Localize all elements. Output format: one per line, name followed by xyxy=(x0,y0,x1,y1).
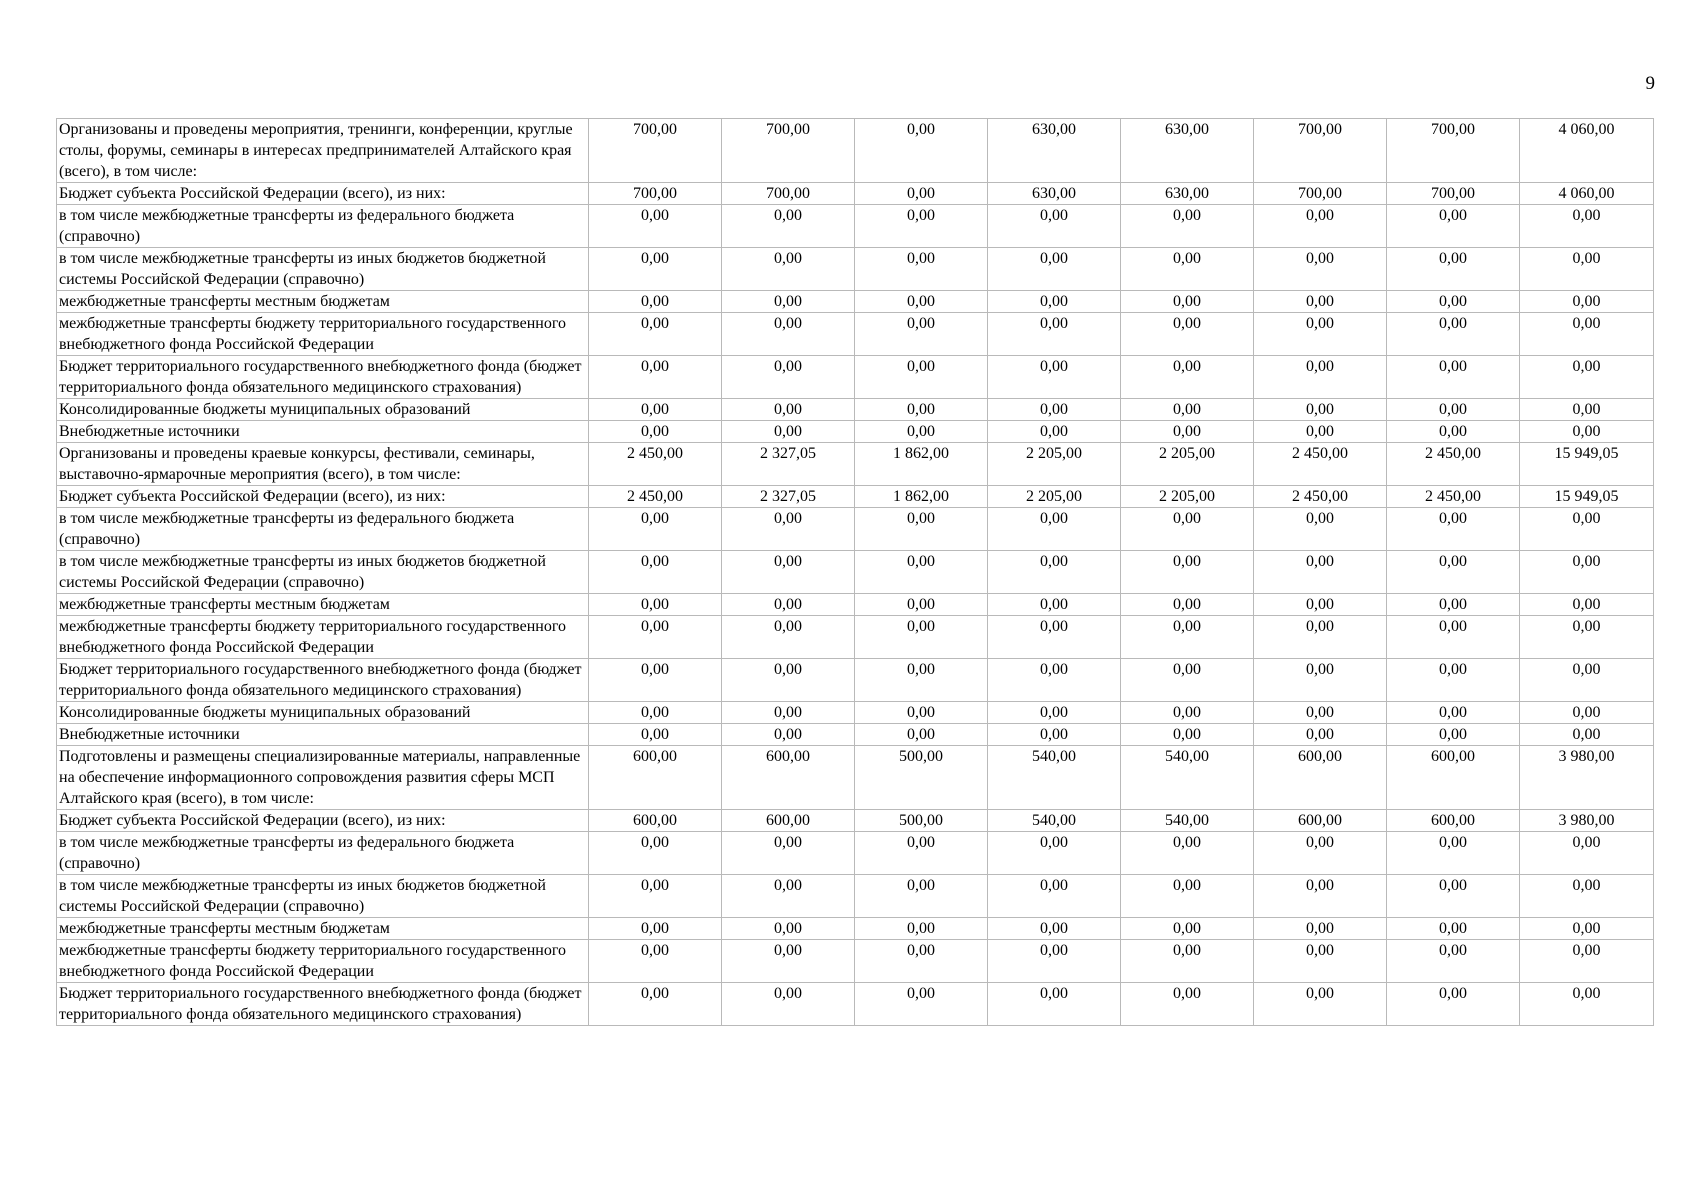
value-cell: 0,00 xyxy=(855,399,988,421)
value-cell: 0,00 xyxy=(722,832,855,875)
value-cell: 0,00 xyxy=(1121,421,1254,443)
row-label: в том числе межбюджетные трансферты из иных бюджетов бюджетной системы Российской Федерации (справочно) xyxy=(57,551,589,594)
table-row xyxy=(57,421,1654,443)
value-cell: 0,00 xyxy=(988,875,1121,918)
value-cell: 0,00 xyxy=(1254,248,1387,291)
value-cell: 600,00 xyxy=(722,810,855,832)
value-cell: 0,00 xyxy=(722,940,855,983)
value-cell: 700,00 xyxy=(1387,183,1520,205)
value-cell: 0,00 xyxy=(1520,508,1654,551)
value-cell: 0,00 xyxy=(1121,508,1254,551)
value-cell: 0,00 xyxy=(1254,291,1387,313)
row-label: межбюджетные трансферты местным бюджетам xyxy=(57,594,589,616)
value-cell: 15 949,05 xyxy=(1520,486,1654,508)
value-cell: 600,00 xyxy=(1387,810,1520,832)
table-row xyxy=(57,205,1654,248)
value-cell: 0,00 xyxy=(1520,421,1654,443)
row-label: Консолидированные бюджеты муниципальных образований xyxy=(57,702,589,724)
value-cell: 0,00 xyxy=(988,313,1121,356)
value-cell: 700,00 xyxy=(1254,183,1387,205)
value-cell: 0,00 xyxy=(722,724,855,746)
value-cell: 0,00 xyxy=(1387,399,1520,421)
value-cell: 600,00 xyxy=(1254,746,1387,810)
value-cell: 630,00 xyxy=(988,183,1121,205)
table-row xyxy=(57,486,1654,508)
value-cell: 0,00 xyxy=(1387,659,1520,702)
value-cell: 0,00 xyxy=(589,702,722,724)
value-cell: 0,00 xyxy=(988,918,1121,940)
value-cell: 0,00 xyxy=(722,659,855,702)
table-row xyxy=(57,918,1654,940)
value-cell: 2 450,00 xyxy=(1254,443,1387,486)
value-cell: 0,00 xyxy=(1387,205,1520,248)
value-cell: 0,00 xyxy=(1520,659,1654,702)
value-cell: 2 205,00 xyxy=(1121,486,1254,508)
value-cell: 0,00 xyxy=(589,551,722,594)
row-label: Консолидированные бюджеты муниципальных образований xyxy=(57,399,589,421)
value-cell: 0,00 xyxy=(1121,940,1254,983)
value-cell: 0,00 xyxy=(1387,832,1520,875)
row-label: межбюджетные трансферты бюджету территориального государственного внебюджетного фонда Российской Федерации xyxy=(57,616,589,659)
table-row xyxy=(57,659,1654,702)
table-row xyxy=(57,119,1654,183)
table-row xyxy=(57,508,1654,551)
value-cell: 0,00 xyxy=(1520,356,1654,399)
row-label: межбюджетные трансферты местным бюджетам xyxy=(57,291,589,313)
table-row xyxy=(57,594,1654,616)
table-row xyxy=(57,940,1654,983)
table-row xyxy=(57,248,1654,291)
value-cell: 0,00 xyxy=(589,724,722,746)
value-cell: 0,00 xyxy=(988,551,1121,594)
value-cell: 600,00 xyxy=(589,746,722,810)
value-cell: 0,00 xyxy=(855,616,988,659)
value-cell: 0,00 xyxy=(1254,551,1387,594)
value-cell: 0,00 xyxy=(589,875,722,918)
value-cell: 0,00 xyxy=(1254,659,1387,702)
value-cell: 0,00 xyxy=(589,399,722,421)
value-cell: 0,00 xyxy=(722,291,855,313)
value-cell: 0,00 xyxy=(1387,918,1520,940)
value-cell: 0,00 xyxy=(1254,918,1387,940)
value-cell: 0,00 xyxy=(589,508,722,551)
value-cell: 2 205,00 xyxy=(988,443,1121,486)
value-cell: 0,00 xyxy=(1520,399,1654,421)
value-cell: 630,00 xyxy=(1121,183,1254,205)
table-row xyxy=(57,724,1654,746)
row-label: Внебюджетные источники xyxy=(57,724,589,746)
value-cell: 0,00 xyxy=(1520,832,1654,875)
row-label: в том числе межбюджетные трансферты из федерального бюджета (справочно) xyxy=(57,508,589,551)
page-number: 9 xyxy=(1645,73,1655,94)
value-cell: 0,00 xyxy=(589,983,722,1026)
value-cell: 0,00 xyxy=(589,918,722,940)
value-cell: 0,00 xyxy=(988,205,1121,248)
table-row xyxy=(57,183,1654,205)
table-row xyxy=(57,810,1654,832)
table-row xyxy=(57,551,1654,594)
value-cell: 0,00 xyxy=(589,248,722,291)
row-label: в том числе межбюджетные трансферты из иных бюджетов бюджетной системы Российской Федерации (справочно) xyxy=(57,248,589,291)
value-cell: 2 205,00 xyxy=(1121,443,1254,486)
value-cell: 700,00 xyxy=(722,183,855,205)
value-cell: 540,00 xyxy=(1121,810,1254,832)
table-row xyxy=(57,702,1654,724)
value-cell: 0,00 xyxy=(855,724,988,746)
value-cell: 0,00 xyxy=(855,702,988,724)
value-cell: 0,00 xyxy=(1121,918,1254,940)
value-cell: 2 327,05 xyxy=(722,443,855,486)
row-label: Бюджет субъекта Российской Федерации (всего), из них: xyxy=(57,486,589,508)
value-cell: 0,00 xyxy=(855,508,988,551)
value-cell: 2 327,05 xyxy=(722,486,855,508)
table-body xyxy=(57,119,1654,1026)
value-cell: 0,00 xyxy=(1387,594,1520,616)
value-cell: 700,00 xyxy=(589,119,722,183)
value-cell: 0,00 xyxy=(1254,421,1387,443)
value-cell: 0,00 xyxy=(855,119,988,183)
value-cell: 0,00 xyxy=(855,248,988,291)
value-cell: 0,00 xyxy=(1121,832,1254,875)
value-cell: 2 450,00 xyxy=(589,486,722,508)
value-cell: 0,00 xyxy=(1121,399,1254,421)
value-cell: 0,00 xyxy=(1387,702,1520,724)
table-row xyxy=(57,443,1654,486)
value-cell: 0,00 xyxy=(1520,983,1654,1026)
value-cell: 0,00 xyxy=(1254,356,1387,399)
row-label: межбюджетные трансферты бюджету территориального государственного внебюджетного фонда Российской Федерации xyxy=(57,940,589,983)
value-cell: 0,00 xyxy=(855,291,988,313)
value-cell: 0,00 xyxy=(722,918,855,940)
value-cell: 0,00 xyxy=(1121,248,1254,291)
row-label: в том числе межбюджетные трансферты из федерального бюджета (справочно) xyxy=(57,205,589,248)
row-label: Организованы и проведены мероприятия, тренинги, конференции, круглые столы, форумы, семинары в интересах предпринимателей Алтайского края (всего), в том числе: xyxy=(57,119,589,183)
value-cell: 0,00 xyxy=(988,248,1121,291)
value-cell: 0,00 xyxy=(1520,205,1654,248)
value-cell: 0,00 xyxy=(1121,356,1254,399)
value-cell: 0,00 xyxy=(1254,983,1387,1026)
value-cell: 0,00 xyxy=(988,356,1121,399)
value-cell: 0,00 xyxy=(1520,918,1654,940)
value-cell: 0,00 xyxy=(855,983,988,1026)
value-cell: 0,00 xyxy=(722,421,855,443)
value-cell: 0,00 xyxy=(1520,551,1654,594)
value-cell: 540,00 xyxy=(988,746,1121,810)
value-cell: 0,00 xyxy=(589,205,722,248)
value-cell: 0,00 xyxy=(589,594,722,616)
table-row xyxy=(57,313,1654,356)
table-row xyxy=(57,832,1654,875)
value-cell: 0,00 xyxy=(1387,421,1520,443)
value-cell: 0,00 xyxy=(589,313,722,356)
value-cell: 0,00 xyxy=(589,291,722,313)
value-cell: 0,00 xyxy=(722,248,855,291)
value-cell: 0,00 xyxy=(1121,659,1254,702)
value-cell: 0,00 xyxy=(1121,551,1254,594)
value-cell: 0,00 xyxy=(1387,983,1520,1026)
value-cell: 0,00 xyxy=(1520,248,1654,291)
value-cell: 0,00 xyxy=(855,356,988,399)
value-cell: 0,00 xyxy=(1254,875,1387,918)
table-row xyxy=(57,983,1654,1026)
value-cell: 0,00 xyxy=(722,313,855,356)
value-cell: 630,00 xyxy=(988,119,1121,183)
value-cell: 0,00 xyxy=(1520,875,1654,918)
table-row xyxy=(57,356,1654,399)
value-cell: 15 949,05 xyxy=(1520,443,1654,486)
value-cell: 0,00 xyxy=(988,832,1121,875)
value-cell: 0,00 xyxy=(1387,875,1520,918)
value-cell: 0,00 xyxy=(722,508,855,551)
value-cell: 0,00 xyxy=(1520,313,1654,356)
value-cell: 0,00 xyxy=(1520,594,1654,616)
value-cell: 700,00 xyxy=(1387,119,1520,183)
value-cell: 2 450,00 xyxy=(1254,486,1387,508)
value-cell: 500,00 xyxy=(855,810,988,832)
value-cell: 0,00 xyxy=(855,918,988,940)
value-cell: 0,00 xyxy=(855,832,988,875)
value-cell: 0,00 xyxy=(1254,616,1387,659)
value-cell: 540,00 xyxy=(988,810,1121,832)
value-cell: 0,00 xyxy=(1254,940,1387,983)
value-cell: 0,00 xyxy=(1387,248,1520,291)
row-label: межбюджетные трансферты местным бюджетам xyxy=(57,918,589,940)
table-row xyxy=(57,291,1654,313)
row-label: Бюджет территориального государственного внебюджетного фонда (бюджет территориального фонда обязательного медицинского страхования) xyxy=(57,659,589,702)
value-cell: 0,00 xyxy=(988,399,1121,421)
value-cell: 0,00 xyxy=(1520,291,1654,313)
value-cell: 0,00 xyxy=(855,183,988,205)
value-cell: 0,00 xyxy=(988,983,1121,1026)
table-row xyxy=(57,746,1654,810)
value-cell: 0,00 xyxy=(589,832,722,875)
row-label: Организованы и проведены краевые конкурсы, фестивали, семинары, выставочно-ярмарочные мероприятия (всего), в том числе: xyxy=(57,443,589,486)
value-cell: 0,00 xyxy=(589,356,722,399)
value-cell: 4 060,00 xyxy=(1520,119,1654,183)
value-cell: 0,00 xyxy=(1121,594,1254,616)
value-cell: 0,00 xyxy=(855,659,988,702)
value-cell: 0,00 xyxy=(722,399,855,421)
value-cell: 3 980,00 xyxy=(1520,810,1654,832)
row-label: в том числе межбюджетные трансферты из федерального бюджета (справочно) xyxy=(57,832,589,875)
value-cell: 0,00 xyxy=(722,702,855,724)
value-cell: 600,00 xyxy=(722,746,855,810)
value-cell: 0,00 xyxy=(1387,291,1520,313)
value-cell: 540,00 xyxy=(1121,746,1254,810)
value-cell: 0,00 xyxy=(1254,594,1387,616)
value-cell: 0,00 xyxy=(722,551,855,594)
value-cell: 0,00 xyxy=(855,940,988,983)
value-cell: 0,00 xyxy=(722,875,855,918)
budget-table xyxy=(56,118,1654,1026)
value-cell: 0,00 xyxy=(1254,399,1387,421)
value-cell: 0,00 xyxy=(988,659,1121,702)
value-cell: 1 862,00 xyxy=(855,486,988,508)
value-cell: 0,00 xyxy=(1520,940,1654,983)
value-cell: 0,00 xyxy=(1121,724,1254,746)
value-cell: 0,00 xyxy=(855,205,988,248)
value-cell: 0,00 xyxy=(1387,940,1520,983)
value-cell: 0,00 xyxy=(855,594,988,616)
table-row xyxy=(57,616,1654,659)
value-cell: 2 450,00 xyxy=(1387,443,1520,486)
value-cell: 2 205,00 xyxy=(988,486,1121,508)
value-cell: 0,00 xyxy=(722,616,855,659)
value-cell: 500,00 xyxy=(855,746,988,810)
value-cell: 3 980,00 xyxy=(1520,746,1654,810)
value-cell: 0,00 xyxy=(1387,724,1520,746)
value-cell: 0,00 xyxy=(855,313,988,356)
value-cell: 0,00 xyxy=(988,291,1121,313)
row-label: в том числе межбюджетные трансферты из иных бюджетов бюджетной системы Российской Федерации (справочно) xyxy=(57,875,589,918)
value-cell: 700,00 xyxy=(1254,119,1387,183)
value-cell: 0,00 xyxy=(1121,983,1254,1026)
value-cell: 0,00 xyxy=(1254,724,1387,746)
value-cell: 0,00 xyxy=(1121,291,1254,313)
value-cell: 0,00 xyxy=(722,594,855,616)
value-cell: 0,00 xyxy=(1121,875,1254,918)
value-cell: 0,00 xyxy=(988,616,1121,659)
value-cell: 700,00 xyxy=(722,119,855,183)
value-cell: 0,00 xyxy=(988,508,1121,551)
row-label: Подготовлены и размещены специализированные материалы, направленные на обеспечение информационного сопровождения развития сферы МСП Алтайского края (всего), в том числе: xyxy=(57,746,589,810)
value-cell: 0,00 xyxy=(1254,832,1387,875)
value-cell: 0,00 xyxy=(1387,356,1520,399)
row-label: Бюджет территориального государственного внебюджетного фонда (бюджет территориального фонда обязательного медицинского страхования) xyxy=(57,983,589,1026)
value-cell: 2 450,00 xyxy=(589,443,722,486)
value-cell: 1 862,00 xyxy=(855,443,988,486)
row-label: Внебюджетные источники xyxy=(57,421,589,443)
value-cell: 0,00 xyxy=(988,702,1121,724)
value-cell: 0,00 xyxy=(1121,616,1254,659)
value-cell: 0,00 xyxy=(988,594,1121,616)
value-cell: 0,00 xyxy=(855,551,988,594)
value-cell: 0,00 xyxy=(988,724,1121,746)
value-cell: 0,00 xyxy=(722,205,855,248)
value-cell: 0,00 xyxy=(855,875,988,918)
value-cell: 0,00 xyxy=(988,940,1121,983)
value-cell: 0,00 xyxy=(1387,551,1520,594)
row-label: Бюджет территориального государственного внебюджетного фонда (бюджет территориального фонда обязательного медицинского страхования) xyxy=(57,356,589,399)
row-label: Бюджет субъекта Российской Федерации (всего), из них: xyxy=(57,183,589,205)
value-cell: 0,00 xyxy=(1254,702,1387,724)
value-cell: 4 060,00 xyxy=(1520,183,1654,205)
row-label: межбюджетные трансферты бюджету территориального государственного внебюджетного фонда Российской Федерации xyxy=(57,313,589,356)
value-cell: 600,00 xyxy=(1387,746,1520,810)
value-cell: 630,00 xyxy=(1121,119,1254,183)
value-cell: 0,00 xyxy=(1121,205,1254,248)
value-cell: 0,00 xyxy=(1387,508,1520,551)
value-cell: 0,00 xyxy=(1121,313,1254,356)
value-cell: 0,00 xyxy=(589,616,722,659)
value-cell: 600,00 xyxy=(1254,810,1387,832)
value-cell: 0,00 xyxy=(855,421,988,443)
value-cell: 0,00 xyxy=(722,983,855,1026)
value-cell: 0,00 xyxy=(1520,702,1654,724)
value-cell: 0,00 xyxy=(589,940,722,983)
table-row xyxy=(57,399,1654,421)
table-row xyxy=(57,875,1654,918)
value-cell: 0,00 xyxy=(1254,508,1387,551)
value-cell: 0,00 xyxy=(1520,724,1654,746)
value-cell: 0,00 xyxy=(1387,313,1520,356)
value-cell: 0,00 xyxy=(589,421,722,443)
value-cell: 0,00 xyxy=(589,659,722,702)
value-cell: 0,00 xyxy=(722,356,855,399)
value-cell: 2 450,00 xyxy=(1387,486,1520,508)
row-label: Бюджет субъекта Российской Федерации (всего), из них: xyxy=(57,810,589,832)
value-cell: 0,00 xyxy=(1387,616,1520,659)
value-cell: 0,00 xyxy=(1121,702,1254,724)
value-cell: 700,00 xyxy=(589,183,722,205)
value-cell: 0,00 xyxy=(1520,616,1654,659)
value-cell: 0,00 xyxy=(1254,205,1387,248)
value-cell: 0,00 xyxy=(1254,313,1387,356)
value-cell: 600,00 xyxy=(589,810,722,832)
value-cell: 0,00 xyxy=(988,421,1121,443)
